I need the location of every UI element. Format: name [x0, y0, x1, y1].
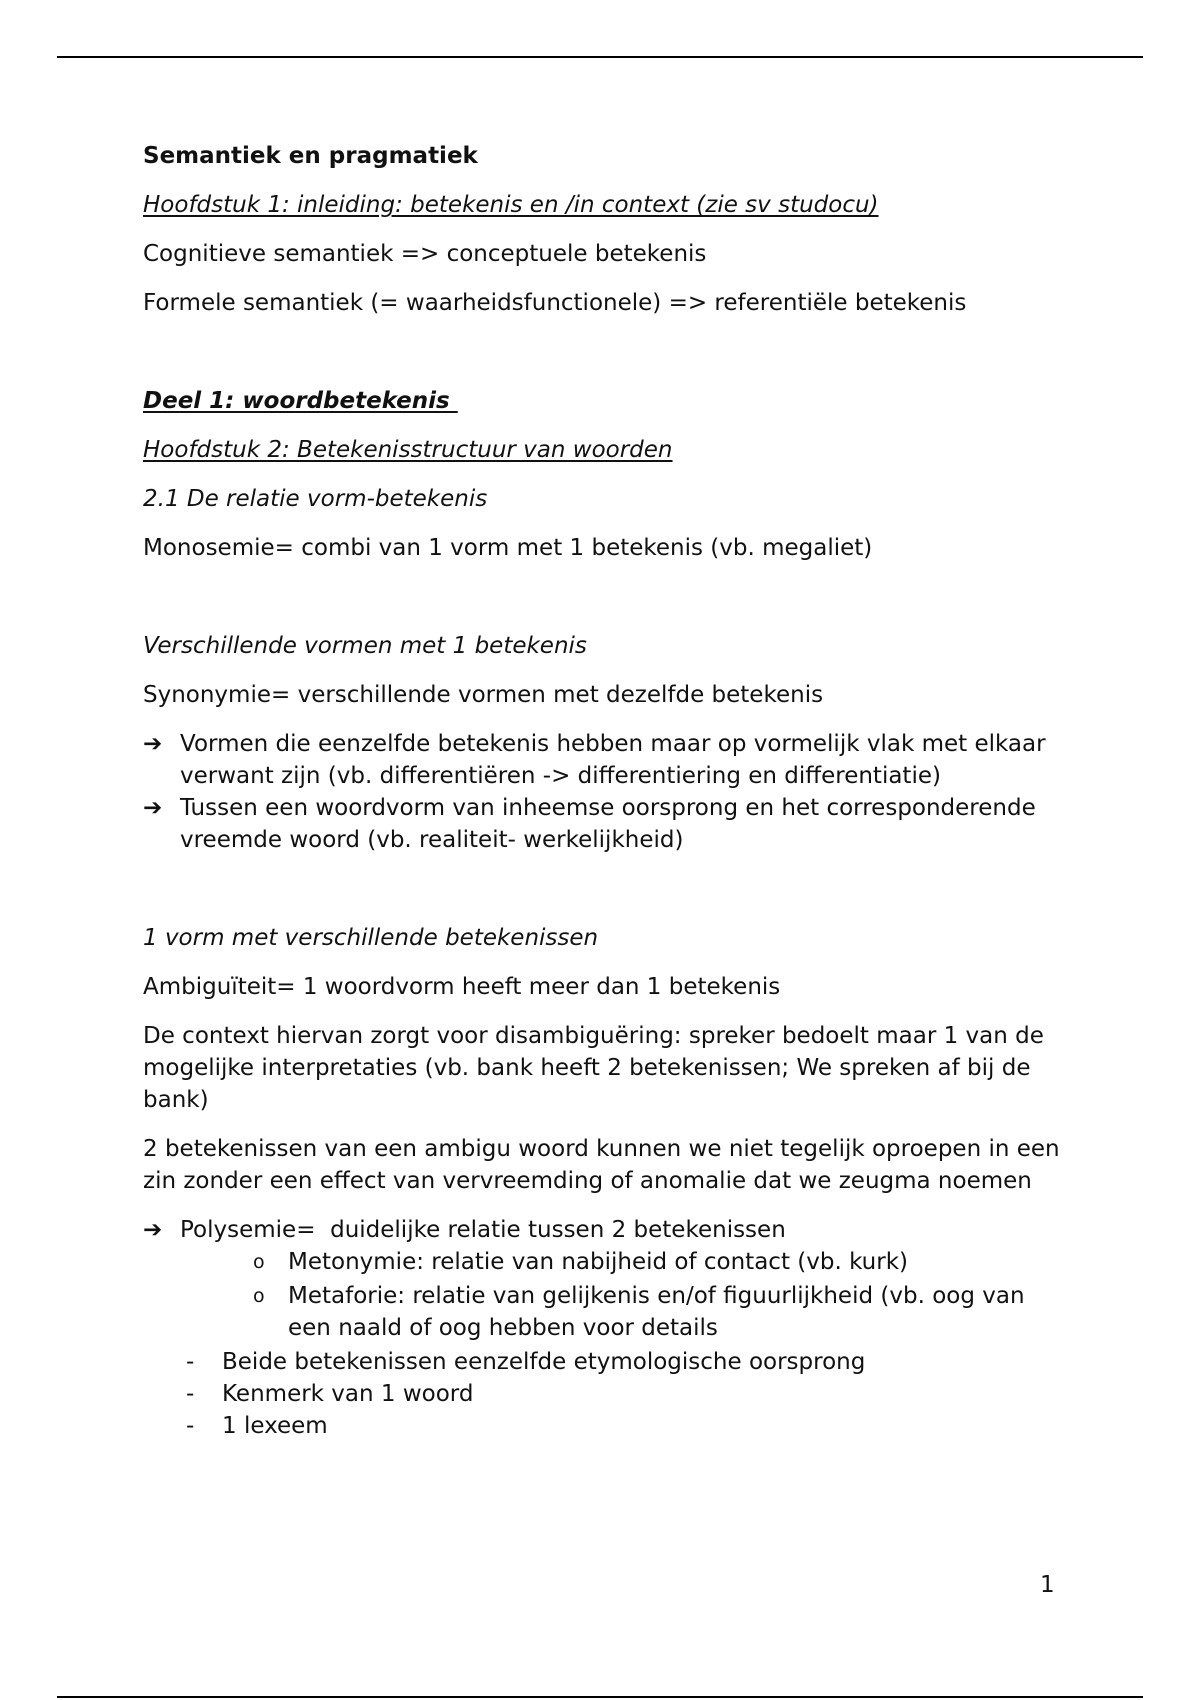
polysemie-subitem-list [143, 1246, 1063, 1344]
list-item-text: 1 lexeem [222, 1413, 328, 1439]
document-title: Semantiek en pragmatiek [143, 143, 478, 169]
polysemie-property-list [143, 1346, 1063, 1442]
forms-subheading: Verschillende vormen met 1 betekenis [143, 633, 587, 659]
zeugma-paragraph: 2 betekenissen van een ambigu woord kunnen we niet tegelijk oproepen in een zin zonder een effect van vervreemding of anomalie dat we zeugma noemen [143, 1136, 1060, 1194]
dash-bullet-icon: - [186, 1413, 195, 1439]
part-1-heading: Deel 1: woordbetekenis [143, 388, 458, 414]
synonymie-definition: Synonymie= verschillende vormen met dezelfde betekenis [143, 682, 824, 708]
list-item-text: Kenmerk van 1 woord [222, 1381, 474, 1407]
cognitive-semantics-line: Cognitieve semantiek => conceptuele betekenis [143, 241, 707, 267]
formal-semantics-line: Formele semantiek (= waarheidsfunctionele) => referentiële betekenis [143, 290, 967, 316]
arrow-bullet-icon: ➔ [143, 1217, 163, 1243]
section-2-1-heading: 2.1 De relatie vorm-betekenis [143, 486, 488, 512]
arrow-bullet-icon: ➔ [143, 731, 163, 757]
list-item-text: Vormen die eenzelfde betekenis hebben maar op vormelijk vlak met elkaar verwant zijn (vb. differentiëren -> differentiering en differentiatie) [180, 731, 1046, 789]
document-body [143, 140, 1063, 1442]
spacer [143, 581, 1063, 630]
list-item [143, 1246, 1063, 1278]
list-item-text: Metaforie: relatie van gelijkenis en/of figuurlijkheid (vb. oog van een naald of oog hebben voor details [288, 1283, 1025, 1341]
chapter-2-heading: Hoofdstuk 2: Betekenisstructuur van woorden [143, 437, 673, 463]
list-item [143, 1214, 1063, 1246]
polysemie-definition: Polysemie= duidelijke relatie tussen 2 betekenissen [180, 1217, 786, 1243]
polysemie-list [143, 1214, 1063, 1246]
context-paragraph: De context hiervan zorgt voor disambiguëring: spreker bedoelt maar 1 van de mogelijke interpretaties (vb. bank heeft 2 betekenissen; We spreken af bij de bank) [143, 1023, 1044, 1113]
list-item [143, 1346, 1063, 1378]
monosemie-definition: Monosemie= combi van 1 vorm met 1 betekenis (vb. megaliet) [143, 535, 873, 561]
meanings-subheading: 1 vorm met verschillende betekenissen [143, 925, 599, 951]
list-item [143, 1378, 1063, 1410]
dash-bullet-icon: - [186, 1381, 195, 1407]
footer-rule [57, 1696, 1143, 1698]
ambiguiteit-definition: Ambiguïteit= 1 woordvorm heeft meer dan 1 betekenis [143, 974, 781, 1000]
list-item-text: Beide betekenissen eenzelfde etymologische oorsprong [222, 1349, 866, 1375]
list-item-text: Tussen een woordvorm van inheemse oorsprong en het corresponderende vreemde woord (vb. realiteit- werkelijkheid) [180, 795, 1036, 853]
page-number: 1 [1040, 1572, 1055, 1598]
list-item [143, 792, 1063, 856]
dash-bullet-icon: - [186, 1349, 195, 1375]
spacer [143, 873, 1063, 922]
list-item-text: Metonymie: relatie van nabijheid of contact (vb. kurk) [288, 1249, 909, 1275]
list-item [143, 728, 1063, 792]
list-item [143, 1280, 1063, 1344]
chapter-1-heading: Hoofdstuk 1: inleiding: betekenis en /in context (zie sv studocu) [143, 192, 879, 218]
list-item [143, 1410, 1063, 1442]
header-rule [57, 56, 1143, 58]
synonym-bullet-list [143, 728, 1063, 856]
spacer [143, 336, 1063, 385]
circle-bullet-icon: o [253, 1285, 265, 1307]
circle-bullet-icon: o [253, 1251, 265, 1273]
arrow-bullet-icon: ➔ [143, 795, 163, 821]
